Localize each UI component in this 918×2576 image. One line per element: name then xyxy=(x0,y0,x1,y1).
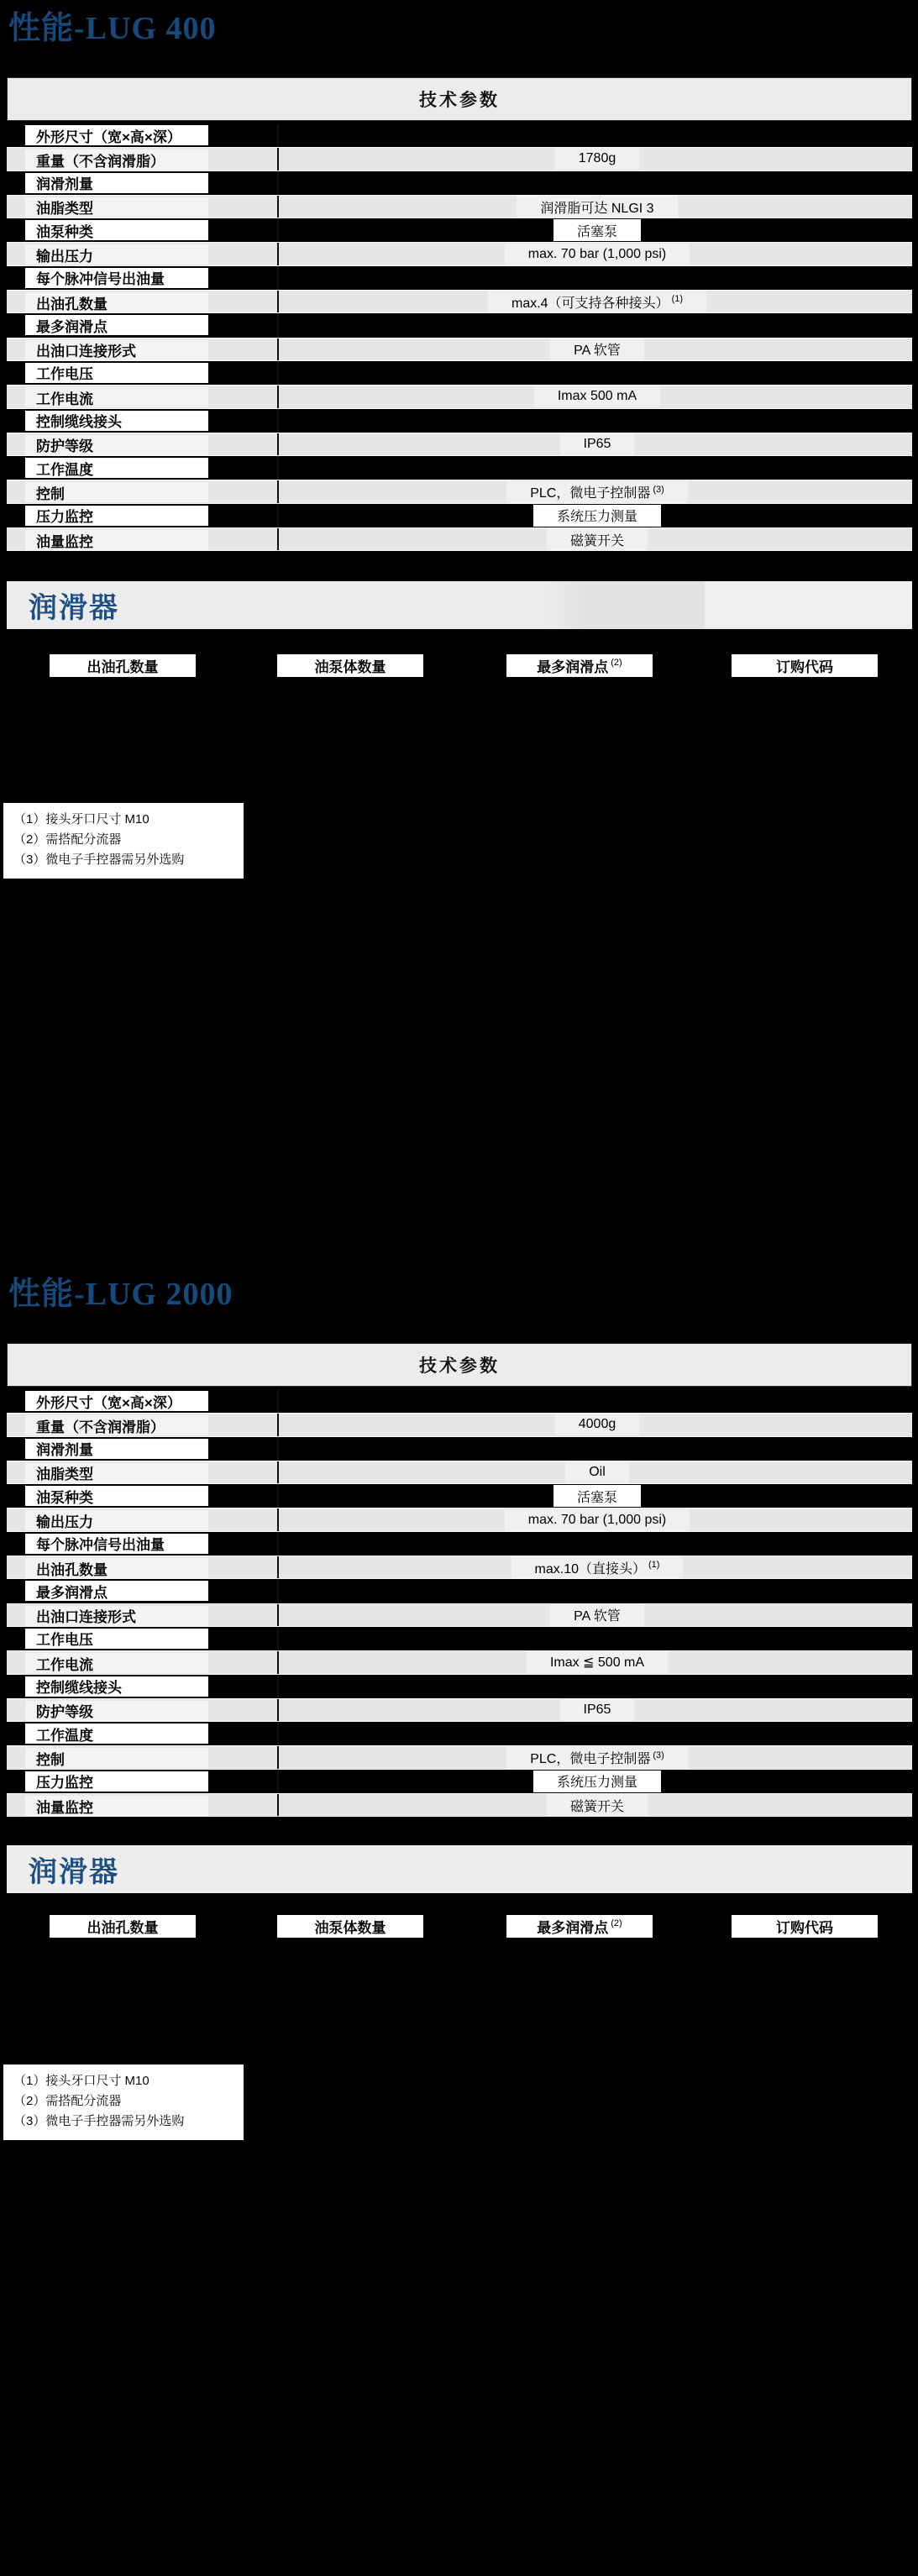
row-value xyxy=(505,1509,690,1531)
row-label: 外形尺寸（宽×高×深） xyxy=(25,125,208,145)
row-value xyxy=(517,196,677,218)
row-value xyxy=(533,1771,661,1792)
column-divider xyxy=(277,456,279,480)
row-value-text: PA 软管 xyxy=(574,344,621,359)
column-header xyxy=(277,654,423,677)
footnote-line: （3）微电子手控器需另外选购 xyxy=(13,853,185,867)
column-divider xyxy=(277,313,279,337)
row-label: 控制缆线接头 xyxy=(25,411,208,431)
row-value-text: 1780g xyxy=(578,151,616,166)
column-divider xyxy=(277,433,279,455)
row-value-text: Oil xyxy=(589,1465,606,1480)
row-value-text: max. 70 bar (1,000 psi) xyxy=(527,246,667,261)
row-label: 油脂类型 xyxy=(25,197,208,218)
column-header xyxy=(732,654,878,677)
row-label: 控制 xyxy=(25,1748,208,1768)
row-label: 油脂类型 xyxy=(25,1463,208,1483)
table-row xyxy=(7,1698,912,1722)
row-value-text: 磁簧开关 xyxy=(569,533,624,548)
row-value-cell xyxy=(284,1484,910,1508)
row-label: 防护等级 xyxy=(25,1701,208,1721)
row-label: 防护等级 xyxy=(25,435,208,455)
row-value-text: 4000g xyxy=(578,1417,616,1432)
row-label: 压力监控 xyxy=(25,506,208,526)
table-row xyxy=(7,1413,912,1436)
row-label: 油量监控 xyxy=(25,530,208,550)
table-row xyxy=(7,1770,912,1793)
row-value-text: IP65 xyxy=(583,437,611,451)
section-title: 性能-LUG 2000 xyxy=(8,1277,233,1312)
column-divider xyxy=(277,1414,279,1435)
table-row xyxy=(7,195,912,218)
section-lug-2000 xyxy=(0,1266,918,2190)
row-label: 润滑剂量 xyxy=(25,173,208,193)
row-value-cell xyxy=(284,504,910,527)
table-row xyxy=(7,171,912,195)
row-value xyxy=(550,338,644,360)
row-label: 润滑剂量 xyxy=(25,1439,208,1459)
table-row xyxy=(7,1745,912,1769)
table-row xyxy=(7,242,912,265)
table-row xyxy=(7,1793,912,1817)
row-value xyxy=(555,148,640,170)
column-divider xyxy=(277,1556,279,1578)
column-header-label: 出油孔数量 xyxy=(87,659,159,675)
row-label: 外形尺寸（宽×高×深） xyxy=(25,1391,208,1411)
column-divider xyxy=(277,504,279,527)
column-divider xyxy=(277,480,279,502)
column-divider xyxy=(277,1579,279,1603)
footnote-line: （1）接头牙口尺寸 M10 xyxy=(13,2074,150,2088)
column-divider xyxy=(277,196,279,218)
footnote-marker: (3) xyxy=(653,484,664,495)
column-header-label: 最多润滑点 xyxy=(537,659,609,675)
column-divider xyxy=(277,1651,279,1673)
row-value-cell xyxy=(284,291,910,312)
row-value xyxy=(534,386,660,407)
table-row xyxy=(7,1579,912,1603)
column-divider xyxy=(277,528,279,550)
row-value xyxy=(555,1414,640,1435)
column-divider xyxy=(277,291,279,312)
row-value xyxy=(506,1747,688,1769)
column-divider xyxy=(277,1484,279,1508)
row-label: 工作电压 xyxy=(25,1629,208,1649)
column-divider xyxy=(277,409,279,433)
tech-spec-table xyxy=(7,1343,912,1817)
column-divider xyxy=(277,338,279,360)
column-divider xyxy=(277,148,279,170)
row-value-cell xyxy=(284,1556,910,1578)
footnote-line: （2）需搭配分流器 xyxy=(13,832,122,847)
row-value xyxy=(547,1794,648,1816)
footnote-line: （2）需搭配分流器 xyxy=(13,2094,122,2108)
row-value-text: PA 软管 xyxy=(574,1609,621,1624)
table-row xyxy=(7,456,912,480)
subsection-title: 润滑器 xyxy=(29,592,119,624)
column-divider xyxy=(277,1604,279,1626)
column-divider xyxy=(277,171,279,195)
row-value-cell xyxy=(284,338,910,360)
row-value xyxy=(527,1651,668,1673)
table-rows xyxy=(7,1389,912,1817)
column-header xyxy=(732,1915,878,1938)
column-header xyxy=(506,654,653,677)
row-label: 最多润滑点 xyxy=(25,315,208,335)
table-row xyxy=(7,361,912,385)
table-row xyxy=(7,1508,912,1531)
column-header xyxy=(50,654,196,677)
column-divider xyxy=(277,1461,279,1483)
row-value-cell xyxy=(284,433,910,455)
row-value-cell xyxy=(284,386,910,407)
table-row xyxy=(7,433,912,456)
row-value-cell xyxy=(284,1414,910,1435)
row-value-cell xyxy=(284,1461,910,1483)
table-row xyxy=(7,313,912,337)
row-value-text: 活塞泵 xyxy=(576,1490,617,1505)
row-value xyxy=(506,481,688,503)
row-value-text: 磁簧开关 xyxy=(569,1799,624,1814)
column-divider xyxy=(277,1770,279,1793)
column-header-label: 出油孔数量 xyxy=(87,1920,159,1936)
column-header-label: 最多润滑点 xyxy=(537,1920,609,1936)
row-value-cell xyxy=(284,148,910,170)
column-header xyxy=(277,1915,423,1938)
row-label: 油泵种类 xyxy=(25,1486,208,1506)
column-header-label: 油泵体数量 xyxy=(314,1920,386,1936)
column-header-label: 订购代码 xyxy=(776,659,833,675)
footnote-line: （1）接头牙口尺寸 M10 xyxy=(13,812,150,826)
row-value-text: Imax 500 mA xyxy=(557,389,637,404)
row-value-text: 系统压力测量 xyxy=(556,1776,637,1791)
row-value-cell xyxy=(284,243,910,265)
column-divider xyxy=(277,1794,279,1816)
row-value xyxy=(553,219,641,241)
column-header-label: 油泵体数量 xyxy=(314,659,386,675)
row-value-text: max.10（直接头） xyxy=(534,1561,647,1577)
table-header: 技术参数 xyxy=(7,77,912,121)
section-title: 性能-LUG 400 xyxy=(8,11,217,46)
table-row xyxy=(7,1484,912,1508)
column-divider xyxy=(277,1508,279,1530)
row-value-cell xyxy=(284,1508,910,1530)
column-divider xyxy=(277,361,279,385)
column-divider xyxy=(277,386,279,407)
footnote-marker: (3) xyxy=(653,1750,664,1760)
footnote-marker: (1) xyxy=(671,294,684,305)
table-row xyxy=(7,147,912,171)
section-lug-400 xyxy=(0,0,918,924)
footnotes-box xyxy=(3,2064,244,2140)
row-value-cell xyxy=(284,1770,910,1793)
row-value-text: 系统压力测量 xyxy=(556,510,637,525)
table-row xyxy=(7,1556,912,1579)
footnote-marker: (1) xyxy=(648,1560,660,1571)
row-label: 出油孔数量 xyxy=(25,292,208,312)
column-divider xyxy=(277,243,279,265)
table-row xyxy=(7,1650,912,1674)
subsection-heading-band xyxy=(7,581,912,629)
row-value-text: Imax ≦ 500 mA xyxy=(549,1655,645,1671)
row-value-text: PLC，微电子控制器 xyxy=(530,1752,651,1767)
table-row xyxy=(7,1675,912,1698)
table-row xyxy=(7,290,912,313)
subsection-heading-band xyxy=(7,1845,912,1893)
row-label: 重量（不含润滑脂） xyxy=(25,1415,208,1435)
row-value-cell xyxy=(284,528,910,550)
row-label: 出油口连接形式 xyxy=(25,1606,208,1626)
row-label: 出油孔数量 xyxy=(25,1558,208,1578)
row-value-text: PLC，微电子控制器 xyxy=(530,486,651,501)
table-row xyxy=(7,409,912,433)
subsection-title: 润滑器 xyxy=(29,1856,119,1888)
row-value-text: 活塞泵 xyxy=(576,224,617,239)
row-value xyxy=(488,291,706,312)
footnote-marker: (2) xyxy=(611,657,622,668)
row-label: 工作电压 xyxy=(25,363,208,383)
row-label: 最多润滑点 xyxy=(25,1581,208,1601)
row-label: 油量监控 xyxy=(25,1796,208,1816)
table-rows xyxy=(7,123,912,551)
row-value xyxy=(511,1556,684,1578)
column-divider xyxy=(277,1746,279,1768)
table-row xyxy=(7,338,912,361)
row-label: 工作温度 xyxy=(25,458,208,478)
row-label: 工作电流 xyxy=(25,1653,208,1673)
row-label: 出油口连接形式 xyxy=(25,340,208,360)
table-row xyxy=(7,1461,912,1484)
footnotes-box xyxy=(3,803,244,879)
row-label: 重量（不含润滑脂） xyxy=(25,150,208,170)
table-row xyxy=(7,1627,912,1650)
row-label: 工作电流 xyxy=(25,387,208,407)
row-value-cell xyxy=(284,218,910,242)
row-label: 输出压力 xyxy=(25,1510,208,1530)
row-value-cell xyxy=(284,1651,910,1673)
column-divider xyxy=(277,1437,279,1461)
tech-spec-table xyxy=(7,77,912,551)
row-value-cell xyxy=(284,480,910,502)
table-row xyxy=(7,385,912,408)
row-label: 每个脉冲信号出油量 xyxy=(25,268,208,288)
row-value-cell xyxy=(284,1746,910,1768)
table-row xyxy=(7,1603,912,1627)
column-divider xyxy=(277,1699,279,1721)
row-value-text: max. 70 bar (1,000 psi) xyxy=(527,1512,667,1527)
table-row xyxy=(7,1722,912,1745)
row-label: 输出压力 xyxy=(25,244,208,265)
row-value xyxy=(533,505,661,527)
row-label: 压力监控 xyxy=(25,1771,208,1792)
table-row xyxy=(7,266,912,290)
column-header-label: 订购代码 xyxy=(776,1920,833,1936)
column-divider xyxy=(277,266,279,290)
row-value-text: IP65 xyxy=(583,1702,611,1717)
column-divider xyxy=(277,1627,279,1650)
row-value xyxy=(547,528,648,550)
column-divider xyxy=(277,1389,279,1413)
table-row xyxy=(7,123,912,147)
row-label: 油泵种类 xyxy=(25,220,208,240)
column-header xyxy=(50,1915,196,1938)
row-label: 控制 xyxy=(25,482,208,502)
footnote-line: （3）微电子手控器需另外选购 xyxy=(13,2114,185,2128)
column-divider xyxy=(277,218,279,242)
table-row xyxy=(7,218,912,242)
row-value-cell xyxy=(284,1794,910,1816)
column-divider xyxy=(277,1675,279,1698)
row-value xyxy=(560,433,635,455)
row-value xyxy=(553,1485,641,1507)
column-divider xyxy=(277,1722,279,1745)
table-row xyxy=(7,480,912,503)
column-divider xyxy=(277,123,279,147)
column-header-row xyxy=(7,654,912,677)
row-value-cell xyxy=(284,1699,910,1721)
column-divider xyxy=(277,1532,279,1556)
row-value xyxy=(560,1699,635,1721)
row-value xyxy=(565,1461,629,1483)
table-row xyxy=(7,504,912,527)
row-label: 控制缆线接头 xyxy=(25,1676,208,1697)
row-value xyxy=(550,1604,644,1626)
table-row xyxy=(7,1389,912,1413)
column-header xyxy=(506,1915,653,1938)
row-label: 每个脉冲信号出油量 xyxy=(25,1534,208,1554)
row-value-text: max.4（可支持各种接头） xyxy=(511,296,669,311)
row-value xyxy=(505,244,690,265)
column-header-row xyxy=(7,1915,912,1938)
table-row xyxy=(7,1437,912,1461)
row-value-cell xyxy=(284,1604,910,1626)
table-header: 技术参数 xyxy=(7,1343,912,1387)
row-value-text: 润滑脂可达 NLGI 3 xyxy=(540,201,654,216)
table-row xyxy=(7,527,912,551)
row-value-cell xyxy=(284,196,910,218)
row-label: 工作温度 xyxy=(25,1723,208,1744)
table-row xyxy=(7,1532,912,1556)
footnote-marker: (2) xyxy=(611,1918,622,1928)
